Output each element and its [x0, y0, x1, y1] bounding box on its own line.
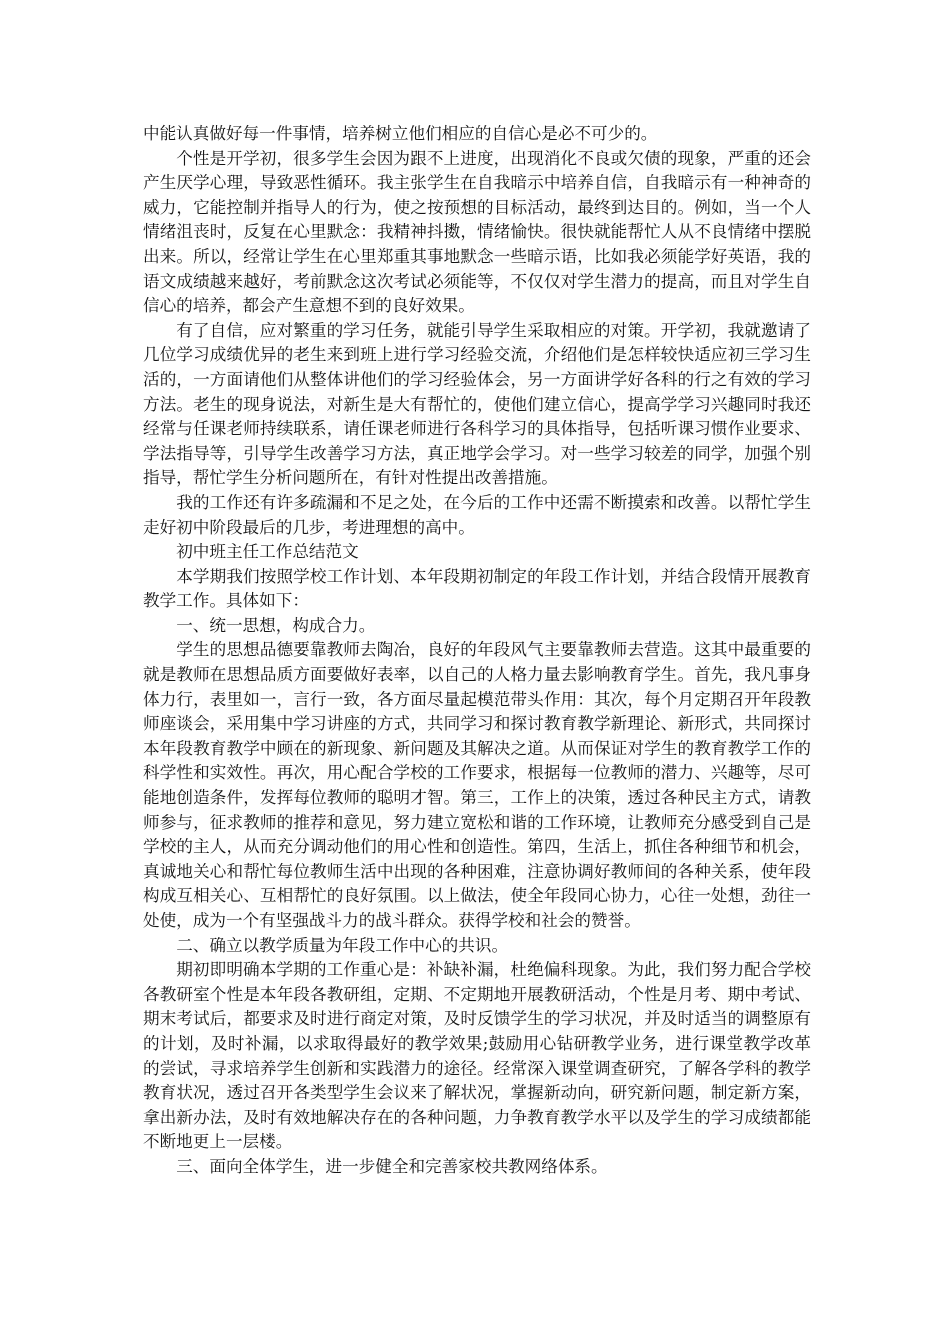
document-body: [143, 122, 811, 1180]
section-title: 初中班主任工作总结范文: [176, 542, 359, 562]
paragraph: 期初即明确本学期的工作重心是：补缺补漏，杜绝偏科现象。为此，我们努力配合学校各教研室个性是本年段各教研组，定期、不定期地开展教研活动，个性是月考、期中考试、期末考试后，都要求及时进行商定对策，及时反馈学生的学习状况，并及时适当的调整原有的计划，及时补漏，以求取得最好的教学效果;鼓励用心钻研教学业务，进行课堂教学改革的尝试，寻求培养学生创新和实践潜力的途径。经常深入课堂调查研究，了解各学科的教学教育状况，透过召开各类型学生会议来了解状况，掌握新动向，研究新问题，制定新方案，拿出新办法，及时有效地解决存在的各种问题，力争教育教学水平以及学生的学习成绩都能不断地更上一层楼。: [143, 960, 811, 1152]
paragraph-continuation: 中能认真做好每一件事情，培养树立他们相应的自信心是必不可少的。: [143, 124, 658, 143]
section-heading: 三、面向全体学生，进一步健全和完善家校共教网络体系。: [176, 1156, 608, 1176]
paragraph: 我的工作还有许多疏漏和不足之处，在今后的工作中还需不断摸索和改善。以帮忙学生走好初中阶段最后的几步，考进理想的高中。: [143, 492, 811, 537]
paragraph: 有了自信，应对繁重的学习任务，就能引导学生采取相应的对策。开学初，我就邀请了几位学习成绩优异的老生来到班上进行学习经验交流，介绍他们是怎样较快适应初三学习生活的，一方面请他们从整体讲他们的学习经验体会，另一方面讲学好各科的行之有效的学习方法。老生的现身说法，对新生是大有帮忙的，使他们建立信心，提高学学习兴趣同时我还经常与任课老师持续联系，请任课老师进行各科学习的具体指导，包括听课习惯作业要求、学法指导等，引导学生改善学习方法，真正地学会学习。对一些学习较差的同学，加强个别指导，帮忙学生分析问题所在，有针对性提出改善措施。: [143, 320, 811, 488]
paragraph: 学生的思想品德要靠教师去陶冶，良好的年段风气主要靠教师去营造。这其中最重要的就是教师在思想品质方面要做好表率，以自己的人格力量去影响教育学生。首先，我凡事身体力行，表里如一，言行一致，各方面尽量起模范带头作用：其次，每个月定期召开年段教师座谈会，采用集中学习讲座的方式，共同学习和探讨教育教学新理论、新形式，共同探讨本年段教育教学中顾在的新现象、新问题及其解决之道。从而保证对学生的教育教学工作的科学性和实效性。再次，用心配合学校的工作要求，根据每一位教师的潜力、兴趣等，尽可能地创造条件，发挥每位教师的聪明才智。第三，工作上的决策，透过各种民主方式，请教师参与，征求教师的推荐和意见，努力建立宽松和谐的工作环境，让教师充分感受到自己是学校的主人，从而充分调动他们的用心性和创造性。第四，生活上，抓住各种细节和机会，真诚地关心和帮忙每位教师生活中出现的各种困难，注意协调好教师间的各种关系，使年段构成互相关心、互相帮忙的良好氛围。以上做法，使全年段同心协力，心往一处想，劲往一处使，成为一个有坚强战斗力的战斗群众。获得学校和社会的赞誉。: [143, 640, 811, 930]
section-heading: 一、统一思想，构成合力。: [176, 615, 376, 635]
section-heading: 二、确立以教学质量为年段工作中心的共识。: [176, 935, 509, 955]
paragraph: 个性是开学初，很多学生会因为跟不上进度，出现消化不良或欠债的现象，严重的还会产生厌学心理，导致恶性循环。我主张学生在自我暗示中培养自信，自我暗示有一种神奇的威力，它能控制并指导人的行为，使之按预想的目标活动，最终到达目的。例如，当一个人情绪沮丧时，反复在心里默念：我精神抖擞，情绪愉快。很快就能帮忙人从不良情绪中摆脱出来。所以，经常让学生在心里郑重其事地默念一些暗示语，比如我必须能学好英语，我的语文成绩越来越好，考前默念这次考试必须能等，不仅仅对学生潜力的提高，而且对学生自信心的培养，都会产生意想不到的良好效果。: [143, 148, 811, 316]
paragraph: 本学期我们按照学校工作计划、本年段期初制定的年段工作计划，并结合段情开展教育教学工作。具体如下：: [143, 566, 811, 611]
